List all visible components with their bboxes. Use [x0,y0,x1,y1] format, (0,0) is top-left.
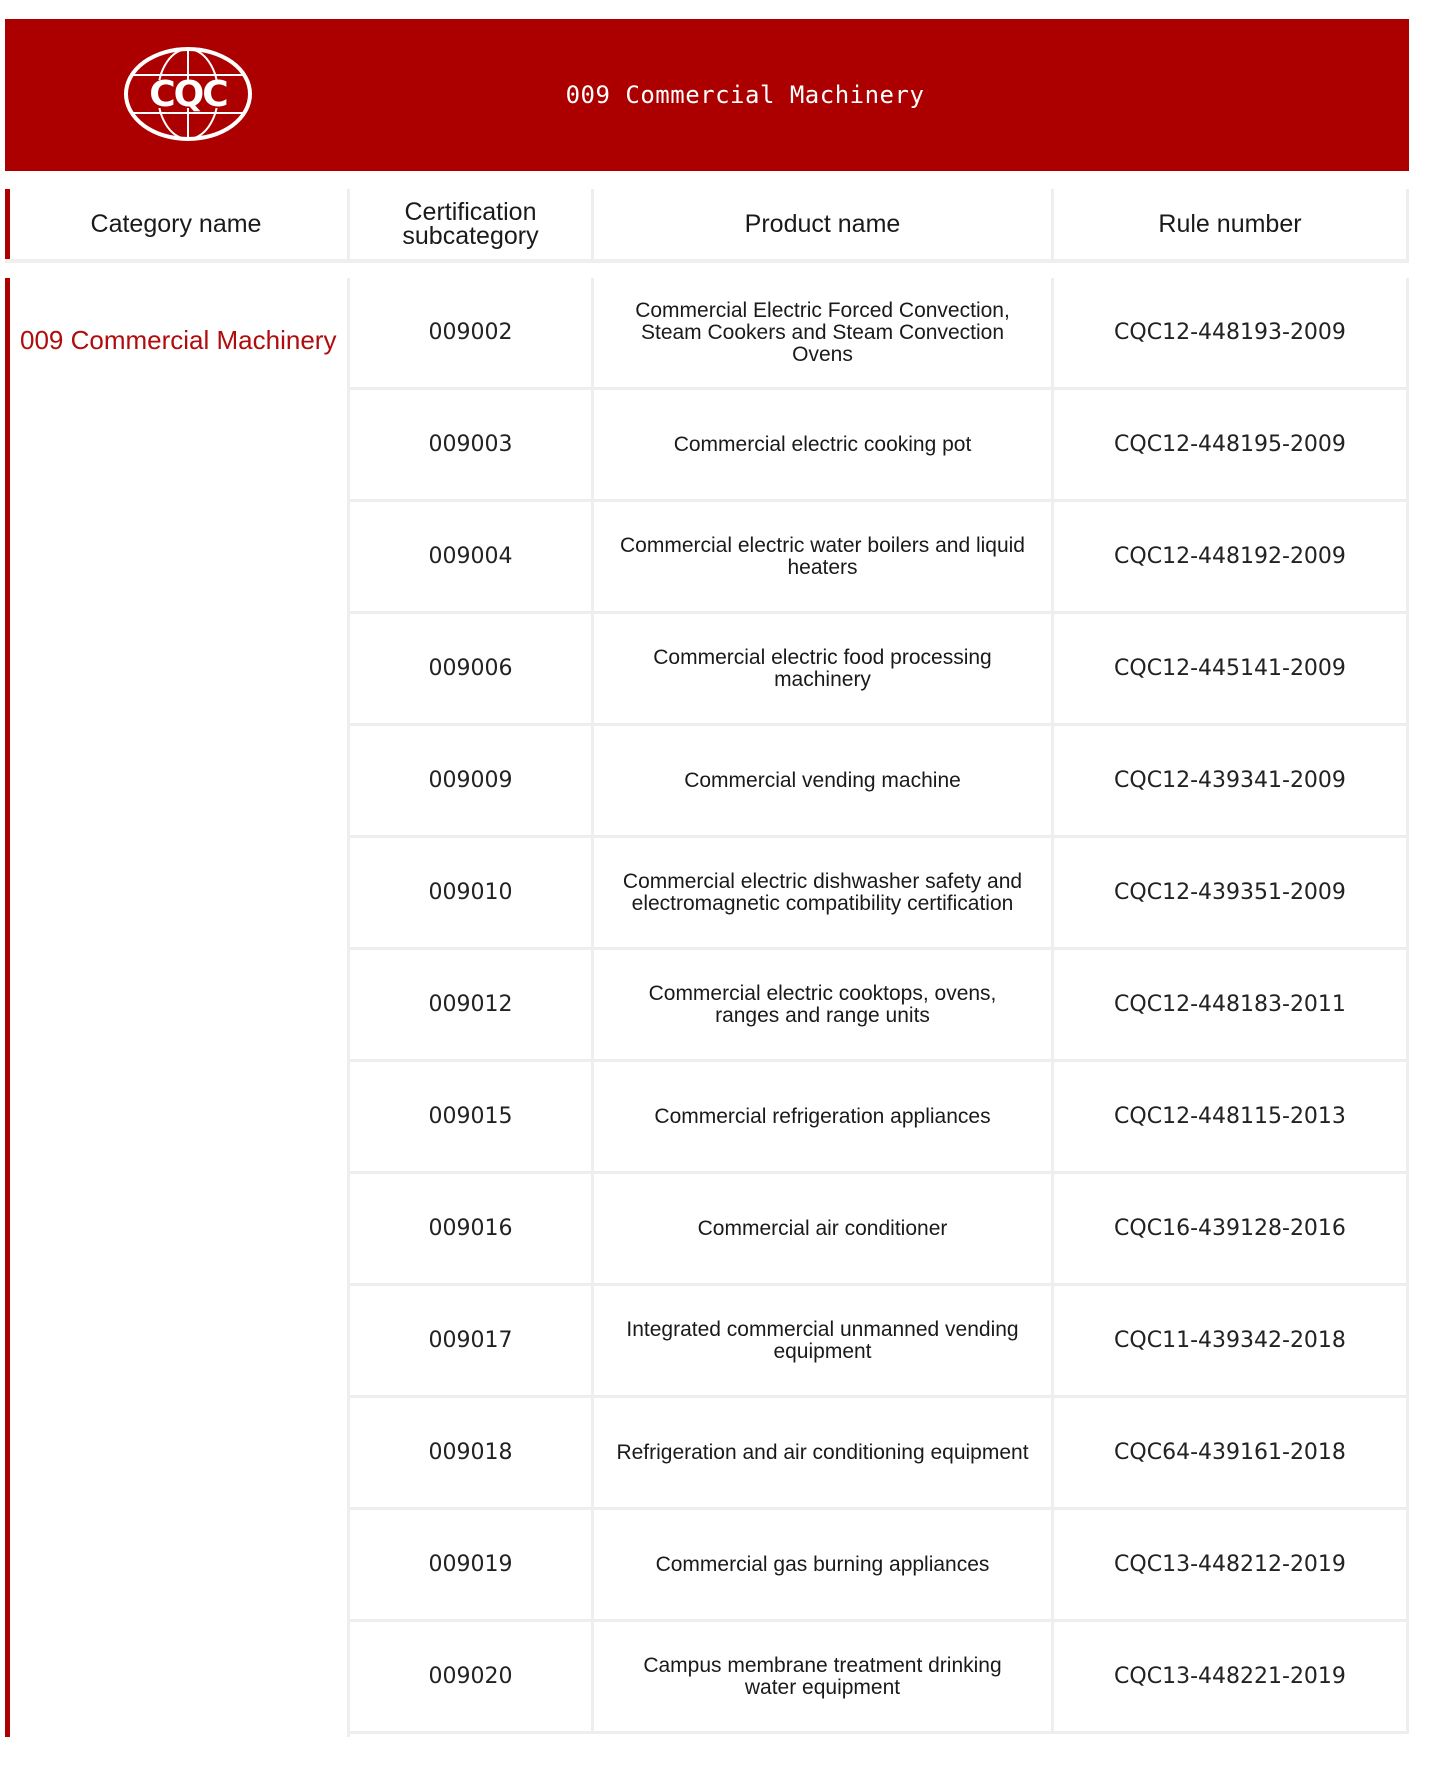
table-row [350,502,1409,614]
subcategory-cell: 009012 [350,950,594,1059]
rule-number-cell: CQC12-448195-2009 [1054,390,1409,499]
product-name-cell: Refrigeration and air conditioning equipment [594,1398,1054,1507]
rule-number-cell: CQC12-448192-2009 [1054,502,1409,611]
table-row [350,390,1409,502]
table-row [350,278,1409,390]
subcategory-cell: 009003 [350,390,594,499]
table-row [350,1062,1409,1174]
product-name-cell: Commercial gas burning appliances [594,1510,1054,1619]
product-name-cell: Integrated commercial unmanned vending equipment [594,1286,1054,1395]
subcategory-cell: 009018 [350,1398,594,1507]
svg-text:CQC: CQC [149,74,227,115]
rule-number-cell: CQC64-439161-2018 [1054,1398,1409,1507]
table-row [350,950,1409,1062]
product-name-cell: Commercial electric cooktops, ovens, ranges and range units [594,950,1054,1059]
rule-number-cell: CQC12-448193-2009 [1054,278,1409,387]
table-row [350,1622,1409,1734]
table-row [350,1510,1409,1622]
rule-number-cell: CQC11-439342-2018 [1054,1286,1409,1395]
column-header-rule: Rule number [1054,189,1409,263]
column-header-subcategory [350,189,594,263]
table-row [350,726,1409,838]
rule-number-cell: CQC12-445141-2009 [1054,614,1409,723]
subcategory-cell: 009020 [350,1622,594,1731]
product-name-cell: Commercial refrigeration appliances [594,1062,1054,1171]
rule-number-cell: CQC13-448221-2019 [1054,1622,1409,1731]
rule-number-cell: CQC12-448115-2013 [1054,1062,1409,1171]
product-name-cell: Commercial Electric Forced Convection, Steam Cookers and Steam Convection Ovens [594,278,1054,387]
table-row [350,614,1409,726]
product-name-cell: Commercial electric cooking pot [594,390,1054,499]
subcategory-cell: 009015 [350,1062,594,1171]
table-header [5,189,1409,263]
rule-number-cell: CQC16-439128-2016 [1054,1174,1409,1283]
table-row [350,1286,1409,1398]
rule-number-cell: CQC12-448183-2011 [1054,950,1409,1059]
product-name-cell: Commercial air conditioner [594,1174,1054,1283]
column-header-product: Product name [594,189,1054,263]
rule-number-cell: CQC12-439351-2009 [1054,838,1409,947]
subcategory-cell: 009004 [350,502,594,611]
product-name-cell: Commercial electric dishwasher safety and electromagnetic compatibility certification [594,838,1054,947]
product-name-cell: Campus membrane treatment drinking water equipment [594,1622,1054,1731]
subcategory-cell: 009009 [350,726,594,835]
page-banner [5,19,1409,171]
product-name-cell: Commercial vending machine [594,726,1054,835]
subcategory-cell: 009017 [350,1286,594,1395]
rule-number-cell: CQC13-448212-2019 [1054,1510,1409,1619]
category-label: 009 Commercial Machinery [20,325,337,355]
column-header-category: Category name [5,189,350,263]
product-name-cell: Commercial electric food processing machinery [594,614,1054,723]
table-row [350,838,1409,950]
product-name-cell: Commercial electric water boilers and liquid heaters [594,502,1054,611]
subcategory-cell: 009002 [350,278,594,387]
subcategory-cell: 009019 [350,1510,594,1619]
column-header-subcategory-label: Certification subcategory [402,198,539,250]
subcategory-cell: 009016 [350,1174,594,1283]
table-row [350,1174,1409,1286]
table-row [350,1398,1409,1510]
table-body [5,278,1409,1737]
page-title: 009 Commercial Machinery [565,81,925,109]
subcategory-cell: 009010 [350,838,594,947]
rule-number-cell: CQC12-439341-2009 [1054,726,1409,835]
subcategory-cell: 009006 [350,614,594,723]
category-cell [5,278,350,1737]
